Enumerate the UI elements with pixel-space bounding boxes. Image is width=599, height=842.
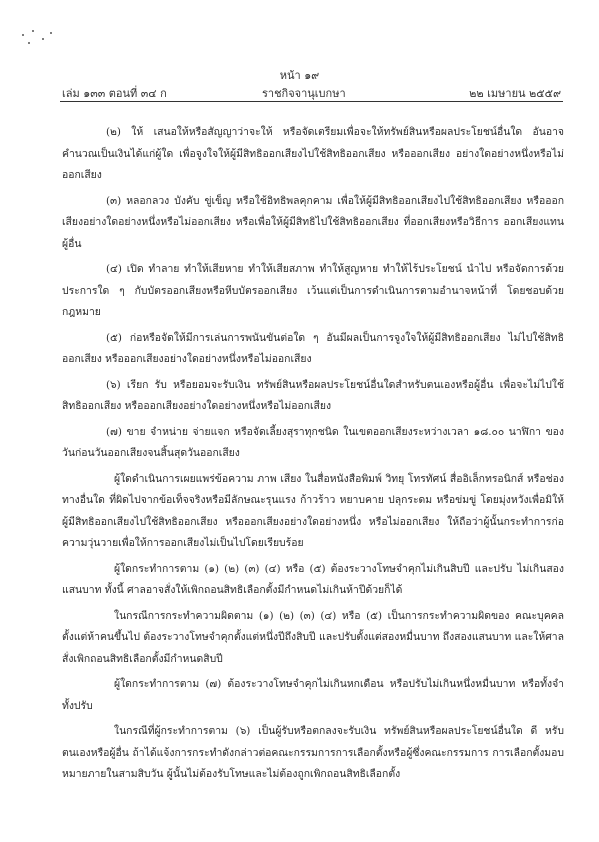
clause-6: (๖) เรียก รับ หรือยอมจะรับเงิน ทรัพย์สินหรือผลประโยชน์อื่นใดสำหรับตนเองหรือผู้อื่น เพื่อจะไม่ไปใช้สิทธิออกเสียง หรือออกเสียงอย่างใดอย่างหนึ่งหรือไม่ออกเสียง	[62, 378, 564, 412]
paragraph-exemption-6: ในกรณีที่ผู้กระทำการตาม (๖) เป็นผู้รับหรือตกลงจะรับเงิน ทรัพย์สินหรือผลประโยชน์อื่นใด ดี หรับตนเองหรือผู้อื่น ถ้าได้แจ้งการกระทำดังกล่าวต่อคณะกรรมการการเลือกตั้งหรือผู้ซึ่งคณะกรรมการ การเลือกตั้งมอบหมายภายในสามสิบวัน ผู้นั้นไม่ต้องรับโทษและไม่ต้องถูกเพิกถอนสิทธิเลือกตั้ง	[62, 725, 564, 780]
publish-date: ๒๒ เมษายน ๒๕๕๙	[469, 87, 561, 100]
speck	[50, 32, 52, 34]
paragraph-disturbance: ผู้ใดดำเนินการเผยแพร่ข้อความ ภาพ เสียง ในสื่อหนังสือพิมพ์ วิทยุ โทรทัศน์ สื่ออิเล็กทรอนิกส์ หรือช่องทางอื่นใด ที่ผิดไปจากข้อเท็จจริงหรือมีลักษณะรุนแรง ก้าวร้าว หยาบคาย ปลุกระดม หรือข่มขู่ โดยมุ่งหวังเพื่อมิให้ผู้มีสิทธิออกเสียงไปใช้สิทธิออกเสียง หรือออกเสียงอย่างใดอย่างหนึ่ง หรือไม่ออกเสียง ให้ถือว่าผู้นั้นกระทำการก่อความวุ่นวายเพื่อให้การออกเสียงไม่เป็นไปโดยเรียบร้อย	[62, 472, 564, 549]
document-body	[62, 122, 564, 790]
speck	[42, 38, 44, 40]
clause-2: (๒) ให้ เสนอให้หรือสัญญาว่าจะให้ หรือจัดเตรียมเพื่อจะให้ทรัพย์สินหรือผลประโยชน์อื่นใด อันอาจคำนวณเป็นเงินได้แก่ผู้ใด เพื่อจูงใจให้ผู้มีสิทธิออกเสียงไปใช้สิทธิออกเสียง หรือออกเสียง อย่างใดอย่างหนึ่งหรือไม่ออกเสียง	[62, 126, 564, 181]
paragraph-group-offense: ในกรณีการกระทำความผิดตาม (๑) (๒) (๓) (๔) หรือ (๕) เป็นการกระทำความผิดของ คณะบุคคลตั้งแต่ห้าคนขึ้นไป ต้องระวางโทษจำคุกตั้งแต่หนึ่งปีถึงสิบปี และปรับตั้งแต่สองหมื่นบาท ถึงสองแสนบาท และให้ศาลสั่งเพิกถอนสิทธิเลือกตั้งมีกำหนดสิบปี	[62, 609, 564, 665]
paragraph-penalty-7: ผู้ใดกระทำการตาม (๗) ต้องระวางโทษจำคุกไม่เกินหกเดือน หรือปรับไม่เกินหนึ่งหมื่นบาท หรือทั้งจำทั้งปรับ	[62, 678, 564, 712]
clause-5: (๕) ก่อหรือจัดให้มีการเล่นการพนันขันต่อใด ๆ อันมีผลเป็นการจูงใจให้ผู้มีสิทธิออกเสียง ไม่ไปใช้สิทธิออกเสียง หรือออกเสียงอย่างใดอย่างหนึ่งหรือไม่ออกเสียง	[62, 331, 564, 365]
gazette-title: ราชกิจจานุเบกษา	[262, 87, 346, 100]
clause-4: (๔) เปิด ทำลาย ทำให้เสียหาย ทำให้เสียสภาพ ทำให้สูญหาย ทำให้ไร้ประโยชน์ นำไป หรือจัดการด้วยประการใด ๆ กับบัตรออกเสียงหรือหีบบัตรออกเสียง เว้นแต่เป็นการดำเนินการตามอำนาจหน้าที่ โดยชอบด้วยกฎหมาย	[62, 263, 564, 318]
clause-7: (๗) ขาย จำหน่าย จ่ายแจก หรือจัดเลี้ยงสุราทุกชนิด ในเขตออกเสียงระหว่างเวลา ๑๘.๐๐ นาฬิกา ของวันก่อนวันออกเสียงจนสิ้นสุดวันออกเสียง	[62, 425, 564, 459]
speck	[32, 30, 34, 32]
speck	[22, 34, 24, 36]
header-rule	[60, 101, 563, 102]
speck	[28, 42, 30, 44]
page-number: หน้า ๑๙	[279, 69, 320, 82]
paragraph-penalty-1-5: ผู้ใดกระทำการตาม (๑) (๒) (๓) (๔) หรือ (๕) ต้องระวางโทษจำคุกไม่เกินสิบปี และปรับ ไม่เกินสองแสนบาท ทั้งนี้ ศาลอาจสั่งให้เพิกถอนสิทธิเลือกตั้งมีกำหนดไม่เกินห้าปีด้วยก็ได้	[62, 562, 564, 596]
gazette-header	[62, 84, 561, 100]
clause-3: (๓) หลอกลวง บังคับ ขู่เข็ญ หรือใช้อิทธิพลคุกคาม เพื่อให้ผู้มีสิทธิออกเสียงไปใช้สิทธิออกเสียง หรือออกเสียงอย่างใดอย่างหนึ่งหรือไม่ออกเสียง หรือเพื่อให้ผู้มีสิทธิไปใช้สิทธิออกเสียง ที่ออกเสียงหรือวิธีการ ออกเสียงแทนผู้อื่น	[62, 194, 564, 250]
scan-specks	[20, 28, 60, 58]
volume-issue: เล่ม ๑๓๓ ตอนที่ ๓๔ ก	[62, 87, 167, 100]
